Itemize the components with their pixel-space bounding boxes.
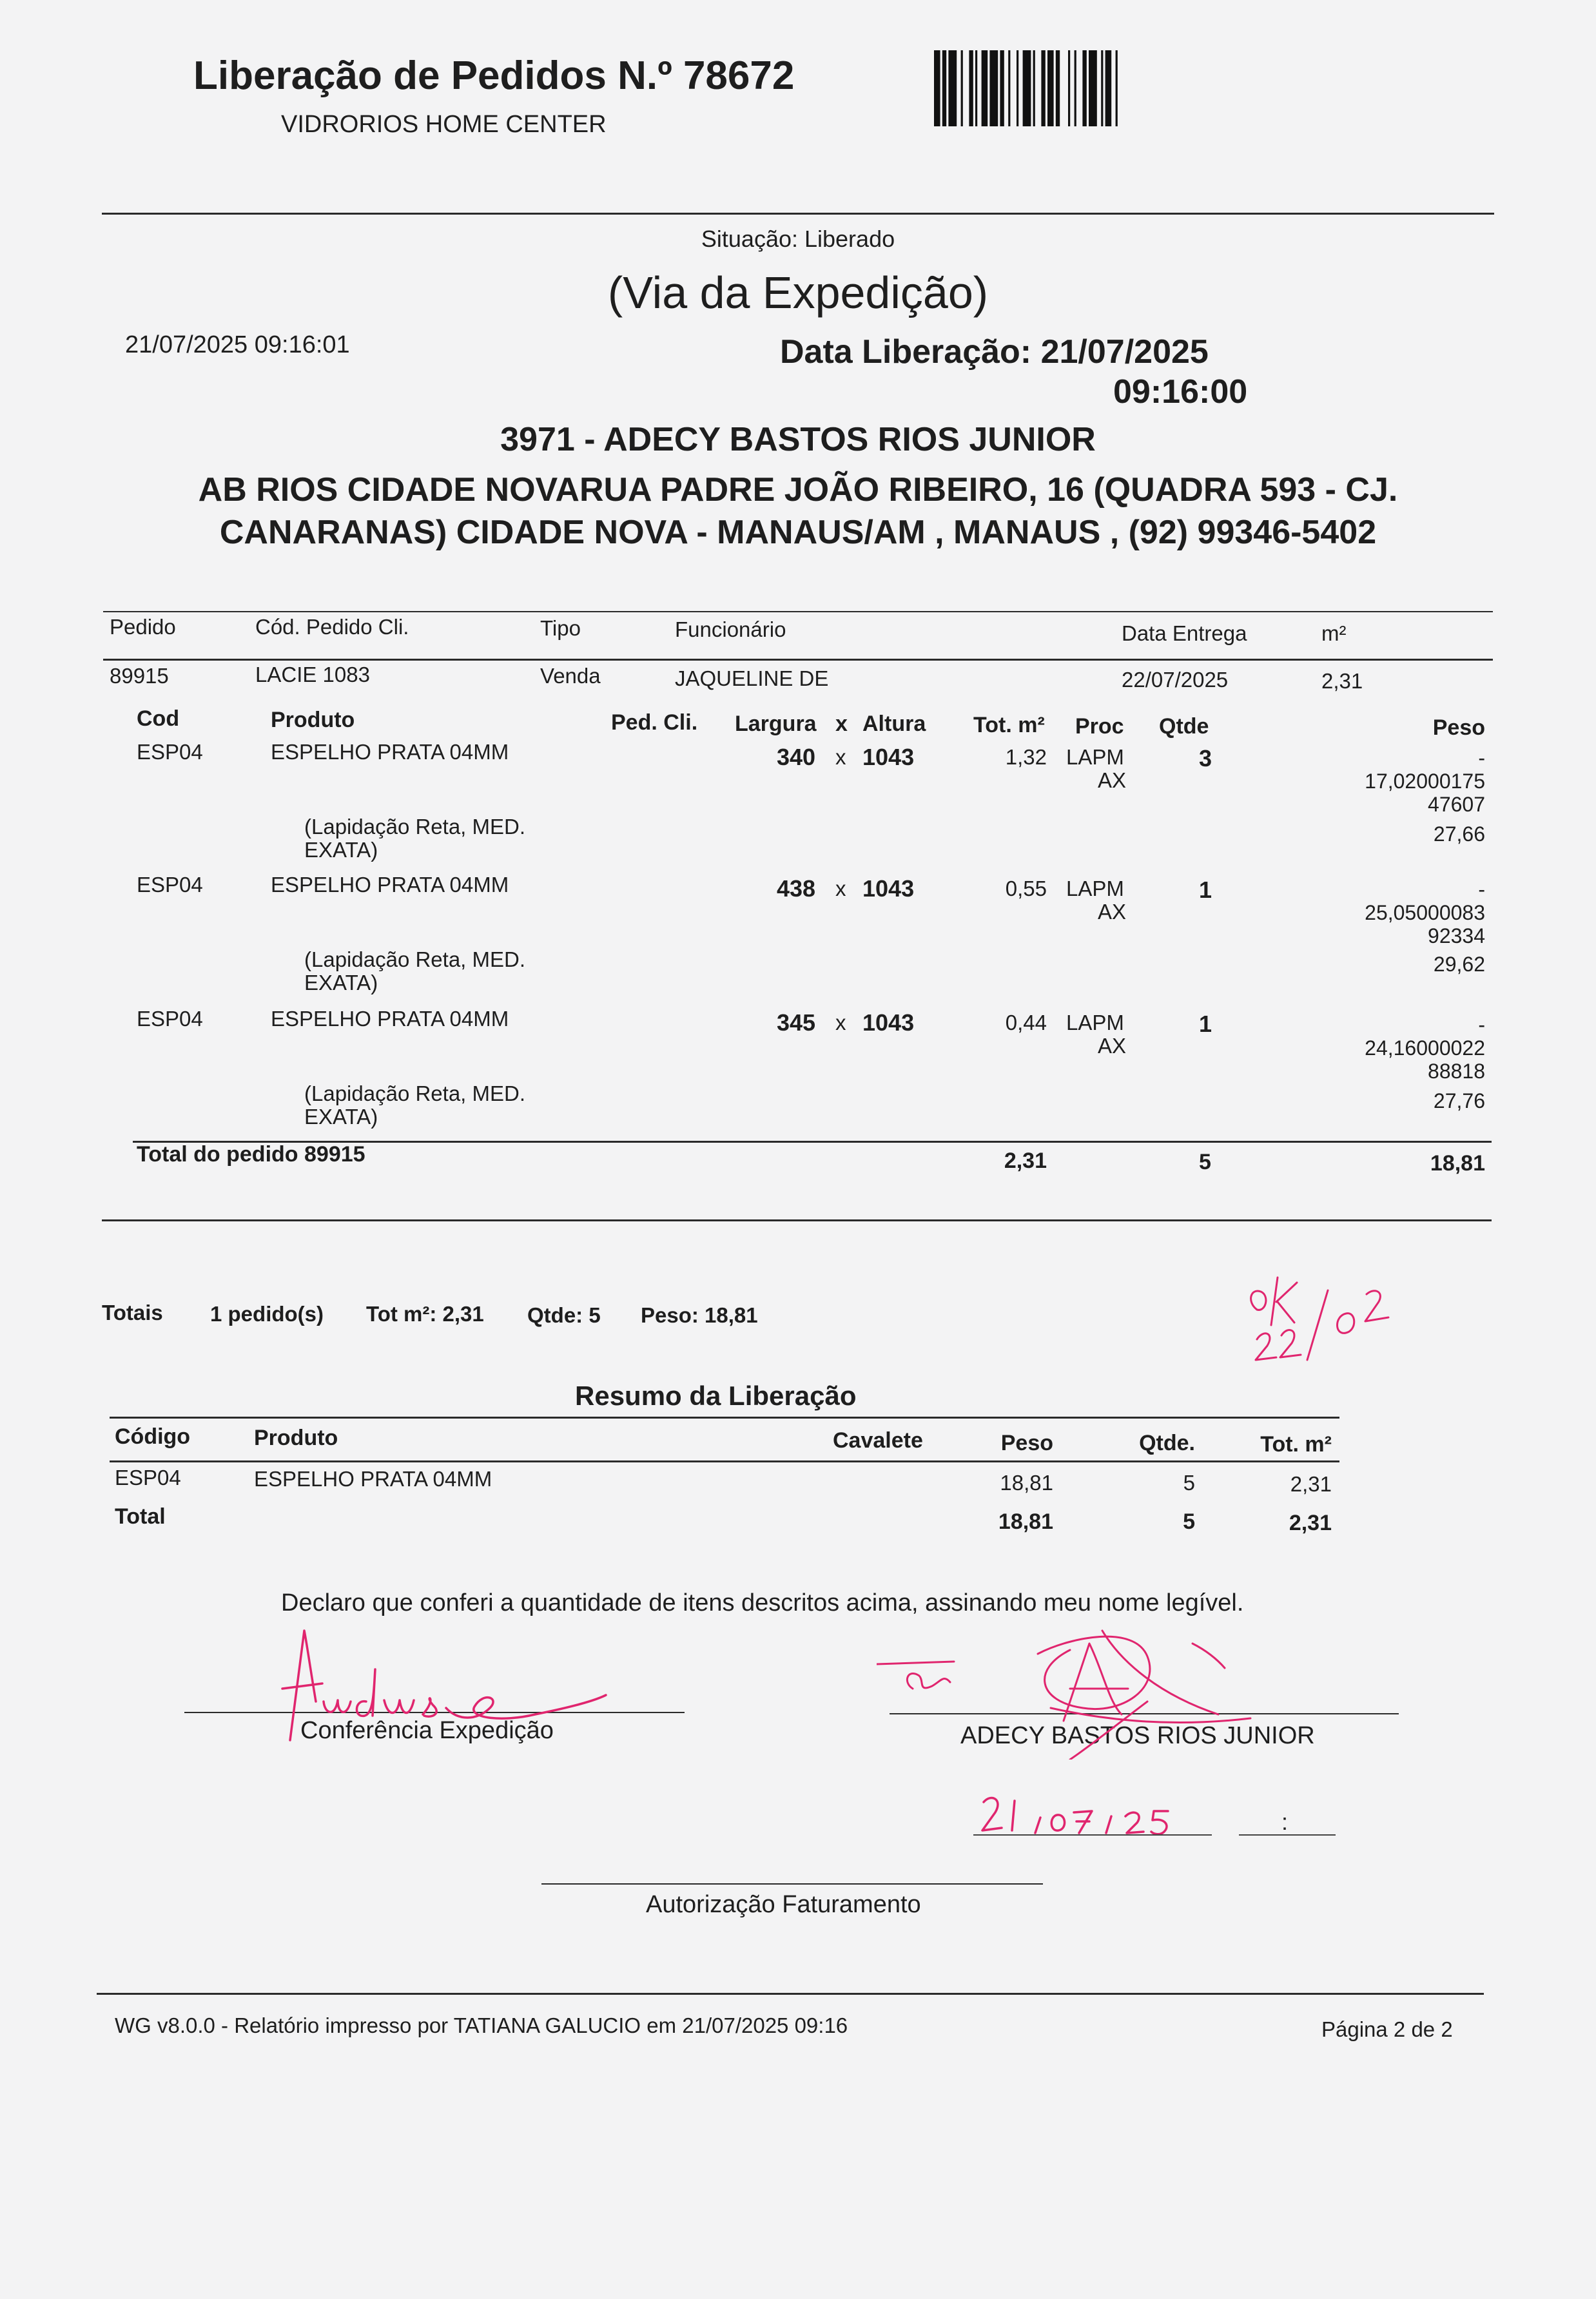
time-separator: :: [1281, 1809, 1289, 1835]
items-col-produto: Produto: [271, 708, 355, 732]
item-note-2: EXATA): [304, 838, 378, 862]
signature-label-expedicao: Conferência Expedição: [300, 1717, 554, 1744]
barcode-bar: [961, 50, 963, 126]
order-total-label: Total do pedido 89915: [137, 1142, 365, 1167]
barcode-bar: [1068, 50, 1070, 126]
item-peso-calc: 25,05000083: [1365, 901, 1485, 924]
footer-page-number: Página 2 de 2: [1321, 2017, 1453, 2041]
items-col-largura: Largura: [735, 712, 817, 736]
date-line: [973, 1834, 1212, 1836]
signature-label-client: ADECY BASTOS RIOS JUNIOR: [960, 1722, 1315, 1749]
col-cod-pedido-cli: Cód. Pedido Cli.: [255, 615, 409, 639]
totals-qtde: Qtde: 5: [527, 1303, 601, 1327]
summary-title: Resumo da Liberação: [575, 1381, 857, 1411]
col-tipo: Tipo: [540, 616, 581, 640]
items-col-altura: Altura: [862, 712, 926, 736]
barcode-bar: [982, 50, 988, 126]
employee: JAQUELINE DE: [675, 666, 829, 690]
delivery-date: 22/07/2025: [1122, 668, 1229, 692]
item-proc-2: AX: [1098, 768, 1127, 792]
col-funcionario: Funcionário: [675, 617, 786, 641]
item-cod: ESP04: [137, 873, 203, 897]
signature-drawing: [271, 1624, 619, 1747]
summary-col-peso: Peso: [1000, 1431, 1053, 1455]
item-altura: 1043: [862, 1009, 915, 1036]
release-date: Data Liberação: 21/07/2025: [780, 333, 1209, 371]
barcode-bar: [1116, 50, 1118, 126]
barcode-bar: [969, 50, 973, 126]
order-total-qtde: 5: [1199, 1150, 1211, 1174]
item-note: (Lapidação Reta, MED.: [304, 947, 526, 971]
summary-total-qtde: 5: [1183, 1509, 1195, 1534]
divider: [102, 1219, 1492, 1221]
summary-total-label: Total: [115, 1504, 166, 1529]
summary-row-peso: 18,81: [1000, 1471, 1053, 1495]
item-note-2: EXATA): [304, 1105, 378, 1129]
item-x: x: [835, 1011, 846, 1034]
client-address-line2: CANARANAS) CIDADE NOVA - MANAUS/AM , MANAUS , (92) 99346-5402: [219, 514, 1377, 551]
item-proc-2: AX: [1098, 900, 1127, 924]
summary-col-codigo: Código: [115, 1424, 191, 1449]
divider: [103, 659, 1493, 661]
order-number: 89915: [110, 664, 169, 688]
summary-row-tot-m2: 2,31: [1290, 1472, 1332, 1496]
handwritten-date-text: [973, 1843, 980, 1845]
document-title: Liberação de Pedidos N.º 78672: [193, 53, 795, 98]
barcode-bar: [1082, 50, 1086, 126]
divider: [110, 1460, 1339, 1462]
item-peso-calc-2: 47607: [1428, 793, 1485, 816]
item-note-2: EXATA): [304, 971, 378, 994]
summary-total-peso: 18,81: [998, 1509, 1053, 1534]
barcode-bar: [1047, 50, 1054, 126]
summary-col-tot-m2: Tot. m²: [1260, 1432, 1332, 1457]
item-produto: ESPELHO PRATA 04MM: [271, 1007, 509, 1031]
item-qtde: 1: [1199, 877, 1212, 903]
divider: [110, 1417, 1339, 1419]
item-proc-2: AX: [1098, 1034, 1127, 1058]
client-order-code: LACIE 1083: [255, 663, 370, 686]
item-produto: ESPELHO PRATA 04MM: [271, 873, 509, 897]
footer-printed-by: WG v8.0.0 - Relatório impresso por TATIANA GALUCIO em 21/07/2025 09:16: [115, 2013, 848, 2037]
item-x: x: [835, 877, 846, 900]
summary-row-produto: ESPELHO PRATA 04MM: [254, 1467, 492, 1491]
barcode-bar: [1017, 50, 1018, 126]
barcode-bar: [1105, 50, 1112, 126]
via-label: (Via da Expedição): [607, 267, 989, 318]
items-col-tot-m2: Tot. m²: [973, 713, 1045, 737]
items-col-peso: Peso: [1432, 715, 1485, 740]
summary-col-qtde: Qtde.: [1139, 1431, 1195, 1455]
signature-drawing: [877, 1592, 1263, 1760]
items-col-x: x: [835, 712, 848, 736]
item-peso-calc: 24,16000022: [1365, 1036, 1485, 1060]
barcode-icon: [931, 50, 1176, 126]
item-cod: ESP04: [137, 740, 203, 764]
totals-label: Totais: [102, 1301, 163, 1324]
divider: [102, 213, 1494, 215]
item-largura: 345: [777, 1009, 816, 1036]
item-note: (Lapidação Reta, MED.: [304, 1082, 526, 1105]
item-tot-m2: 0,44: [1005, 1011, 1047, 1034]
client-address-line1: AB RIOS CIDADE NOVARUA PADRE JOÃO RIBEIRO, 16 (QUADRA 593 - CJ.: [198, 471, 1398, 509]
items-col-cod: Cod: [137, 706, 180, 731]
totals-peso: Peso: 18,81: [641, 1303, 758, 1327]
barcode-bar: [1041, 50, 1045, 126]
item-qtde: 1: [1199, 1011, 1212, 1037]
item-largura: 340: [777, 744, 816, 770]
situation-label: Situação: Liberado: [701, 226, 895, 252]
item-x: x: [835, 745, 846, 769]
summary-col-cavalete: Cavalete: [833, 1428, 923, 1453]
item-altura: 1043: [862, 744, 915, 770]
item-note: (Lapidação Reta, MED.: [304, 815, 526, 839]
barcode-bar: [1033, 50, 1035, 126]
item-peso: 27,76: [1433, 1089, 1485, 1112]
barcode-bar: [1089, 50, 1097, 126]
summary-row-qtde: 5: [1183, 1471, 1195, 1495]
barcode-bar: [975, 50, 977, 126]
items-col-proc: Proc: [1075, 714, 1124, 739]
barcode-bar: [942, 50, 946, 126]
totals-orders: 1 pedido(s): [210, 1302, 324, 1326]
item-peso-calc-2: 88818: [1428, 1060, 1485, 1083]
client-name: 3971 - ADECY BASTOS RIOS JUNIOR: [500, 421, 1096, 458]
items-col-qtde: Qtde: [1159, 714, 1209, 739]
order-m2: 2,31: [1321, 669, 1363, 693]
summary-row-codigo: ESP04: [115, 1466, 181, 1489]
release-time: 09:16:00: [1113, 373, 1248, 411]
divider: [103, 611, 1493, 612]
barcode-bar: [934, 50, 940, 126]
item-peso: 29,62: [1433, 953, 1485, 976]
summary-total-tot-m2: 2,31: [1289, 1511, 1332, 1535]
item-proc: LAPM: [1066, 877, 1124, 900]
barcode-bar: [948, 50, 957, 126]
item-peso-calc-2: 92334: [1428, 924, 1485, 947]
item-tot-m2: 1,32: [1005, 745, 1047, 769]
order-total-peso: 18,81: [1430, 1151, 1485, 1176]
company-name: VIDRORIOS HOME CENTER: [281, 111, 607, 138]
item-peso: 27,66: [1433, 822, 1485, 846]
barcode-bar: [1023, 50, 1031, 126]
order-type: Venda: [540, 664, 601, 688]
barcode-bar: [1008, 50, 1010, 126]
item-proc: LAPM: [1066, 745, 1124, 769]
declaration-text: Declaro que conferi a quantidade de itens descritos acima, assinando meu nome legível.: [281, 1589, 1244, 1616]
barcode-bar: [1075, 50, 1076, 126]
handwritten-note: [1244, 1263, 1399, 1373]
item-proc: LAPM: [1066, 1011, 1124, 1034]
barcode-bar: [1101, 50, 1103, 126]
print-timestamp: 21/07/2025 09:16:01: [125, 331, 350, 358]
totals-m2: Tot m²: 2,31: [366, 1302, 484, 1326]
item-peso-dash: -: [1478, 878, 1485, 901]
billing-authorization-label: Autorização Faturamento: [646, 1891, 921, 1918]
signature-line: [541, 1883, 1043, 1885]
items-col-ped-cli: Ped. Cli.: [611, 710, 698, 735]
barcode-bar: [1056, 50, 1060, 126]
item-altura: 1043: [862, 875, 915, 902]
divider: [97, 1993, 1484, 1995]
item-largura: 438: [777, 875, 816, 902]
summary-col-produto: Produto: [254, 1426, 338, 1450]
item-produto: ESPELHO PRATA 04MM: [271, 740, 509, 764]
col-pedido: Pedido: [110, 615, 176, 639]
barcode-bar: [1000, 50, 1004, 126]
item-peso-dash: -: [1478, 1013, 1485, 1036]
col-m2: m²: [1321, 621, 1347, 645]
order-total-m2: 2,31: [1004, 1149, 1047, 1173]
item-peso-calc: 17,02000175: [1365, 770, 1485, 793]
item-qtde: 3: [1199, 745, 1212, 771]
item-peso-dash: -: [1478, 746, 1485, 770]
barcode-bar: [989, 50, 998, 126]
item-tot-m2: 0,55: [1005, 877, 1047, 900]
item-cod: ESP04: [137, 1007, 203, 1031]
col-data-entrega: Data Entrega: [1122, 621, 1247, 645]
